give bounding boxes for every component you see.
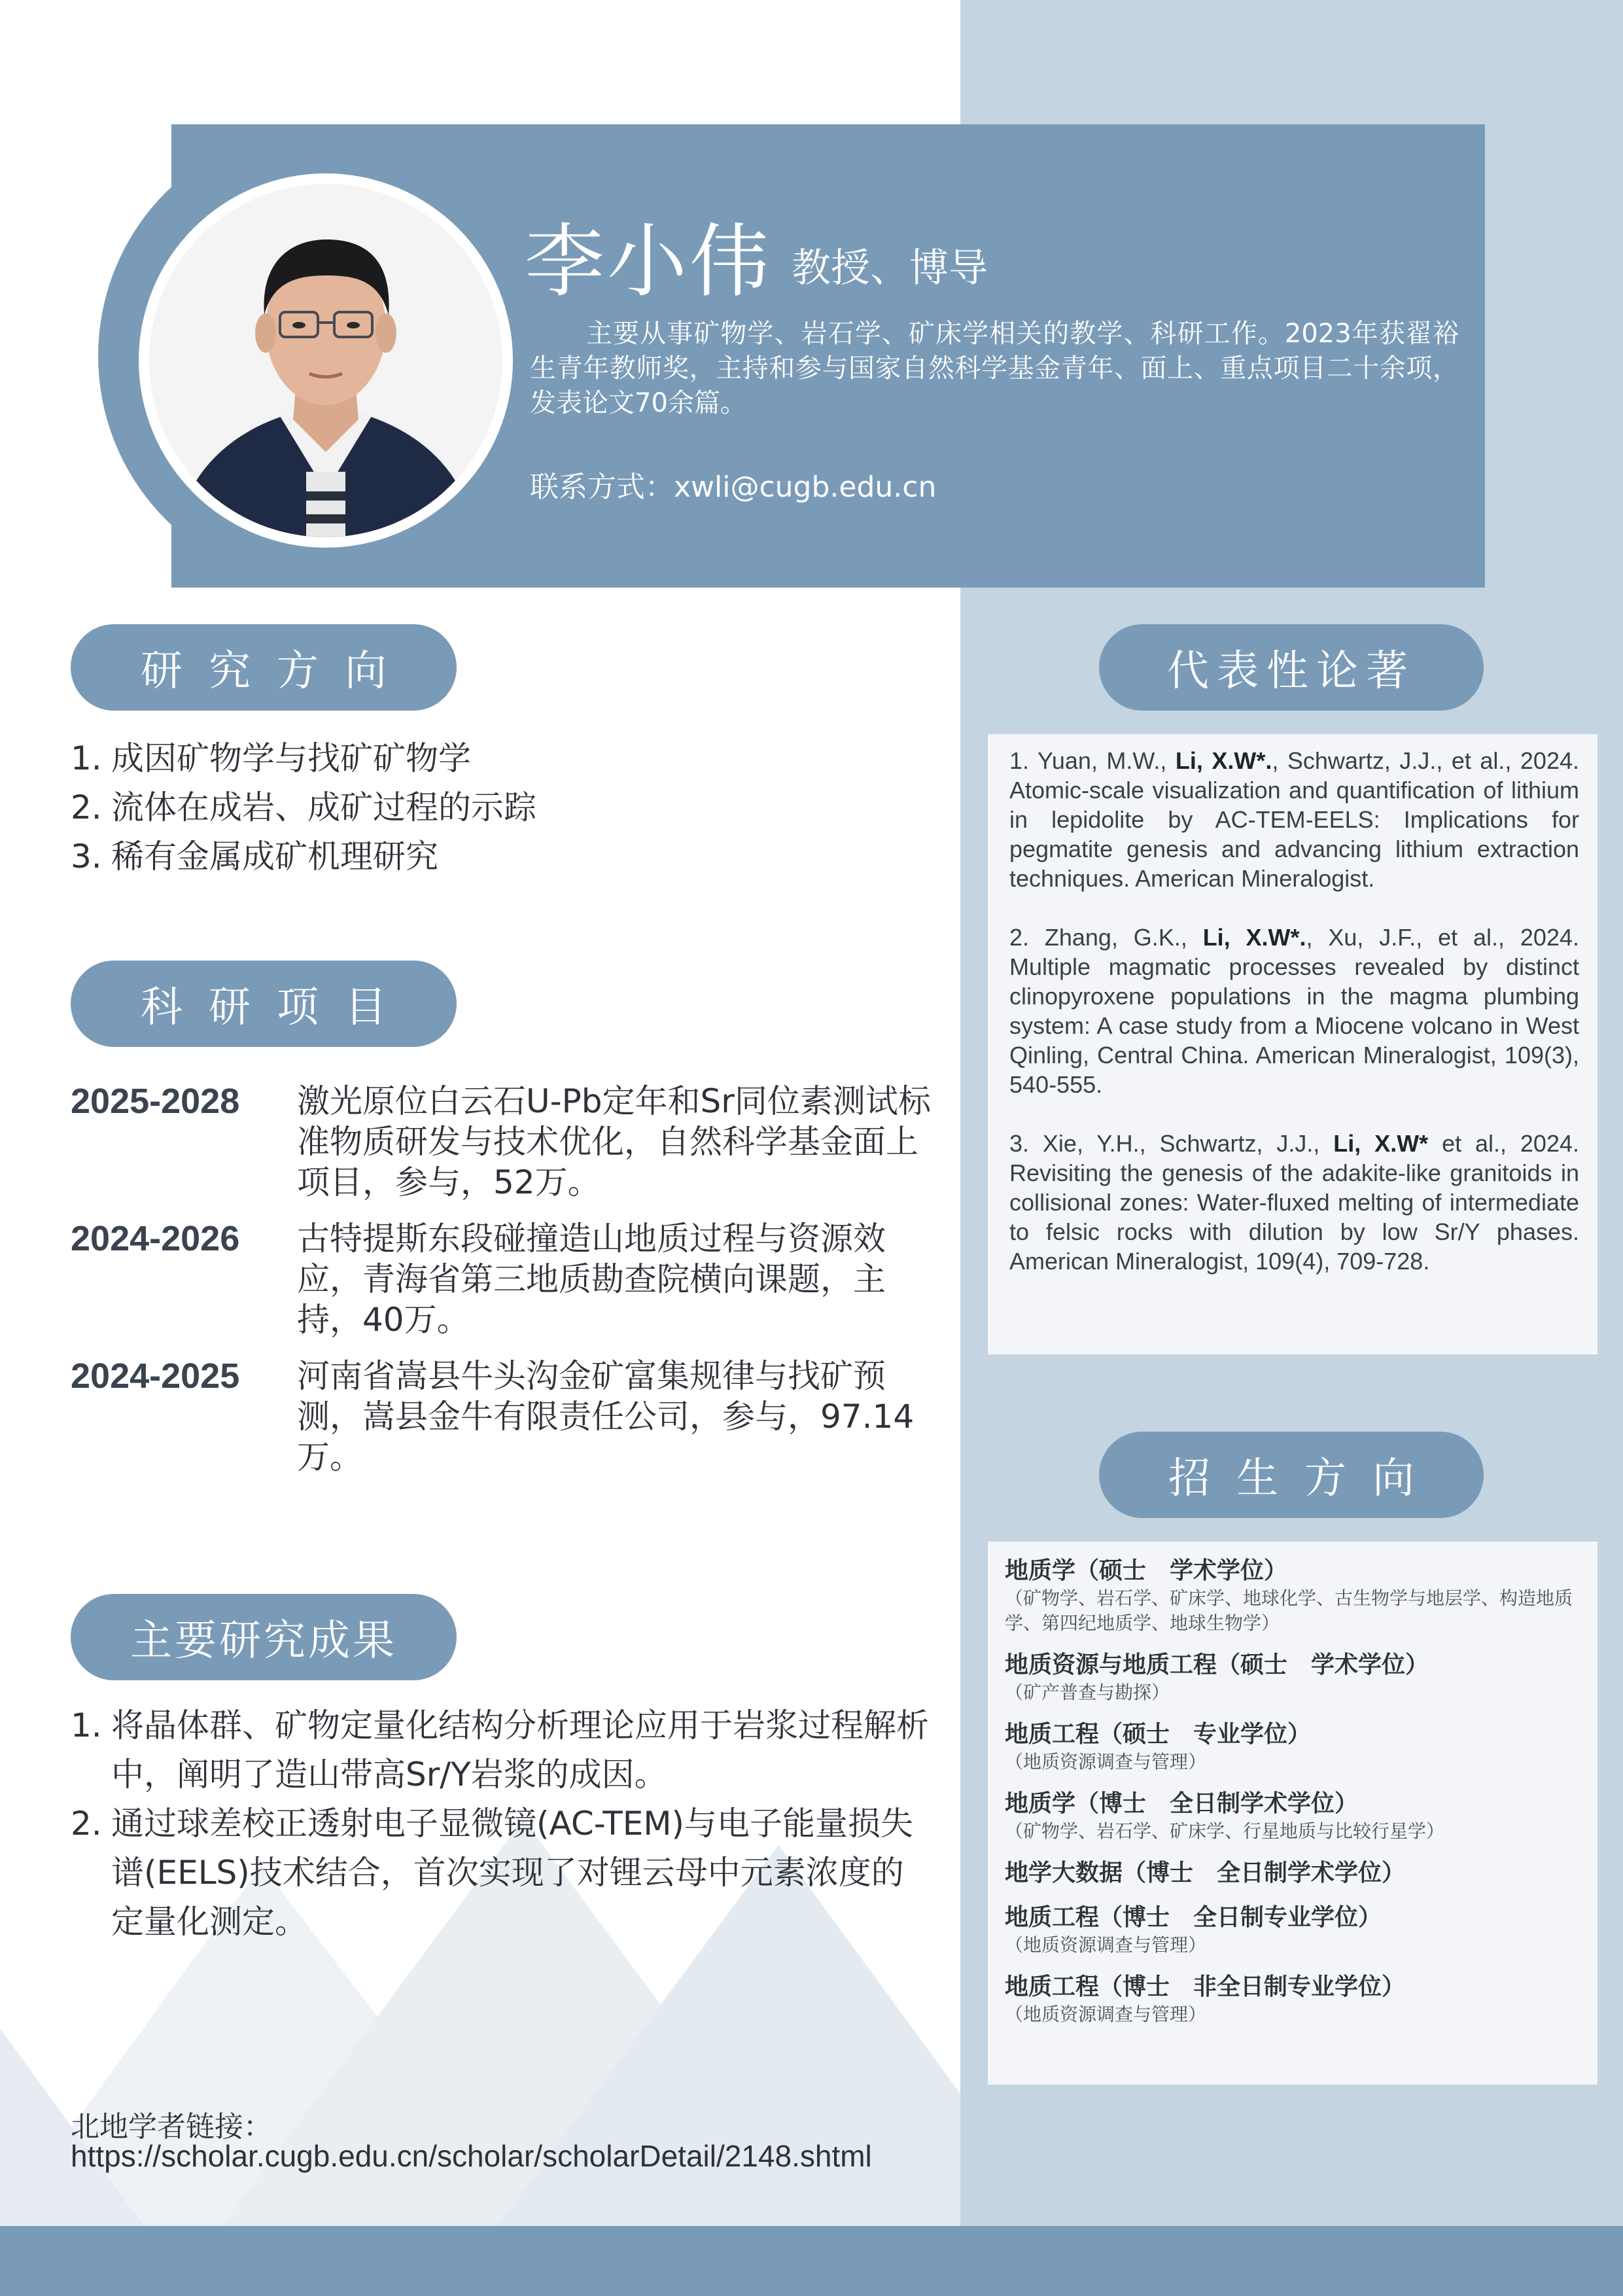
admission-subjects: （矿产普查与勘探）	[1005, 1682, 1170, 1703]
publication-authors: 1. Yuan, M.W.,	[1009, 747, 1176, 774]
list-item-number: 1.	[71, 739, 102, 777]
project-years: 2025-2028	[71, 1082, 240, 1121]
admissions-heading: 招生方向	[1099, 1432, 1484, 1518]
list-item-number: 1.	[71, 1706, 102, 1744]
admission-subjects: （地质资源调查与管理）	[1005, 2004, 1207, 2025]
research-heading: 研究方向	[71, 624, 457, 711]
admission-subjects: （矿物学、岩石学、矿床学、行星地质与比较行星学）	[1005, 1820, 1445, 1842]
admission-title: 地质资源与地质工程（硕士 学术学位）	[1005, 1651, 1429, 1678]
publication-rest: et al., 2024. Revisiting the genesis of the adakite-like granitoids in collisional zones: Water-fluxed melting of intermediate to felsic rocks with dilution by low Sr/Y phases. American Mineralogist, 109(4), 709-728.	[1009, 1130, 1579, 1275]
publication-highlight-author: Li, X.W*.	[1175, 747, 1272, 774]
publication-item	[1009, 1129, 1579, 1276]
achievements-list	[71, 1701, 934, 1947]
list-item-text: 流体在成岩、成矿过程的示踪	[111, 788, 536, 826]
admission-subjects: （地质资源调查与管理）	[1005, 1751, 1207, 1773]
admission-title: 地质学（博士 全日制学术学位）	[1005, 1790, 1359, 1817]
project-description: 古特提斯东段碰撞造山地质过程与资源效应，青海省第三地质勘查院横向课题，主持，40万。	[297, 1220, 886, 1339]
scholar-link[interactable]: https://scholar.cugb.edu.cn/scholar/scholarDetail/2148.shtml	[71, 2139, 872, 2173]
publications-card	[988, 734, 1597, 1354]
projects-heading: 科研项目	[71, 961, 457, 1047]
admission-title: 地质工程（博士 非全日制专业学位）	[1005, 1973, 1406, 2000]
project-description: 河南省嵩县牛头沟金矿富集规律与找矿预测，嵩县金牛有限责任公司，参与，97.14万。	[297, 1357, 915, 1476]
publication-item	[1009, 923, 1579, 1099]
publication-item	[1009, 746, 1579, 893]
publication-highlight-author: Li, X.W*.	[1202, 924, 1306, 951]
admission-title: 地学大数据（博士 全日制学术学位）	[1005, 1860, 1406, 1886]
list-item-number: 3.	[71, 838, 102, 875]
admission-title: 地质工程（博士 全日制专业学位）	[1005, 1904, 1382, 1931]
profile-bio: 主要从事矿物学、岩石学、矿床学相关的教学、科研工作。2023年获翟裕生青年教师奖，主持和参与国家自然科学基金青年、面上、重点项目二十余项，发表论文70余篇。	[530, 319, 1459, 418]
list-item-text: 将晶体群、矿物定量化结构分析理论应用于岩浆过程解析中，阐明了造山带高Sr/Y岩浆的成因。	[111, 1706, 929, 1793]
publication-highlight-author: Li, X.W*	[1333, 1130, 1429, 1157]
achievements-heading: 主要研究成果	[71, 1594, 457, 1680]
list-item-text: 通过球差校正透射电子显微镜(AC-TEM)与电子能量损失谱(EELS)技术结合，首次实现了对锂云母中元素浓度的定量化测定。	[111, 1805, 913, 1941]
bottom-bar	[0, 2226, 1623, 2296]
project-years: 2024-2025	[71, 1356, 240, 1396]
list-item	[71, 832, 934, 881]
list-item-number: 2.	[71, 788, 102, 826]
admission-subjects: （地质资源调查与管理）	[1005, 1934, 1207, 1956]
admission-title: 地质工程（硕士 专业学位）	[1005, 1721, 1312, 1748]
project-item	[71, 1218, 934, 1340]
project-description: 激光原位白云石U-Pb定年和Sr同位素测试标准物质研发与技术优化，自然科学基金面上项目，参与，52万。	[297, 1082, 931, 1201]
list-item-number: 2.	[71, 1805, 102, 1843]
project-item	[71, 1356, 934, 1477]
publication-authors: 3. Xie, Y.H., Schwartz, J.J.,	[1009, 1130, 1334, 1157]
admission-title: 地质学（硕士 学术学位）	[1005, 1557, 1288, 1584]
publication-rest: , Schwartz, J.J., et al., 2024. Atomic-scale visualization and quantification of lithium in lepidolite by AC-TEM-EELS: Implications for pegmatite genesis and advancing lithium extraction techniques. American Mineralogist.	[1009, 747, 1579, 892]
profile-title: 教授、博导	[792, 245, 988, 291]
publications-heading: 代表性论著	[1099, 624, 1484, 711]
list-item	[71, 734, 934, 783]
admission-subjects: （矿物学、岩石学、矿床学、地球化学、古生物学与地层学、构造地质学、第四纪地质学、地球生物学）	[1005, 1587, 1573, 1634]
list-item-text: 稀有金属成矿机理研究	[111, 838, 438, 875]
list-item	[71, 1799, 934, 1947]
footer-label: 北地学者链接：	[71, 2110, 272, 2144]
list-item	[71, 783, 934, 832]
list-item	[71, 1701, 934, 1799]
publication-rest: , Xu, J.F., et al., 2024. Multiple magmatic processes revealed by distinct clinopyroxene populations in the magma plumbing system: A case study from a Miocene volcano in West Qinling, Central China. American Mineralogist, 109(3), 540-555.	[1009, 924, 1579, 1098]
profile-name: 李小伟	[525, 215, 772, 308]
research-list	[71, 734, 934, 881]
publication-authors: 2. Zhang, G.K.,	[1009, 924, 1203, 951]
project-years: 2024-2026	[71, 1219, 240, 1258]
list-item-text: 成因矿物学与找矿矿物学	[111, 739, 471, 777]
profile-photo	[149, 184, 502, 537]
project-item	[71, 1081, 934, 1203]
admissions-card	[988, 1542, 1597, 2085]
profile-contact: 联系方式：xwli@cugb.edu.cn	[530, 470, 937, 504]
